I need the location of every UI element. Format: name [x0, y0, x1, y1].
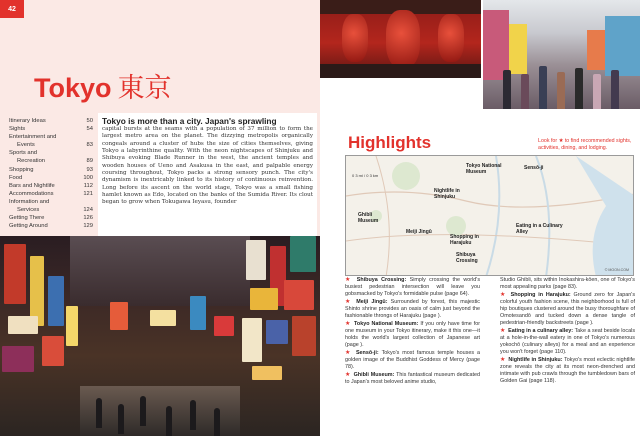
map-label-shibuya-crossing: Shibuya Crossing	[456, 252, 478, 264]
highlight-item	[500, 292, 635, 326]
map-label-meiji-jingu: Meiji Jingū	[406, 229, 432, 235]
intro-lead: Tokyo is more than a city. Japan's sprawling	[102, 116, 277, 126]
neon-street-photo	[0, 236, 320, 436]
contents-row	[9, 117, 93, 125]
map-label-ghibli-museum: Ghibli Museum	[358, 212, 379, 224]
neon-sign	[290, 236, 316, 272]
highlight-name: Tokyo National Museum:	[354, 321, 419, 328]
highlight-text: Tokyo's most eclectic nightlife zone reveals the city at its most neon-drenched and intimate with pub crawls through the tumbledown bars of Golden Gai (page 118).	[500, 357, 636, 384]
contents-label: Sports and	[9, 150, 38, 157]
highlight-item	[345, 321, 480, 348]
neon-sign	[4, 244, 26, 304]
map-label-culinary-alley: Eating in a Culinary Alley	[516, 223, 563, 235]
neon-sign	[2, 346, 34, 372]
contents-label: Getting Around	[9, 223, 48, 230]
neon-sign	[266, 320, 288, 344]
page-number: 42	[0, 0, 24, 18]
pedestrian	[575, 68, 583, 109]
neon-sign	[190, 296, 206, 330]
highlight-name: Nightlife in Shinjuku:	[508, 357, 563, 364]
contents-row	[9, 133, 93, 141]
highlights-column-2	[500, 277, 635, 386]
star-icon: ★	[345, 321, 354, 328]
highlights-heading: Highlights	[348, 133, 432, 152]
pedestrian	[539, 66, 547, 109]
map-label-nightlife-shinjuku: Nightlife in Shinjuku	[434, 188, 460, 200]
highlight-name: Shopping in Harajuku:	[510, 292, 571, 299]
star-icon: ★	[345, 372, 353, 379]
highlight-item	[500, 277, 635, 291]
storefront	[587, 30, 605, 70]
chapter-contents	[9, 117, 93, 230]
neon-sign	[150, 310, 176, 326]
highlight-item	[500, 357, 635, 384]
photo-sky	[70, 236, 250, 306]
neon-sign	[242, 318, 262, 362]
highlight-text: Take a seat beside locals at a hole-in-the-wall eatery in one of Tokyo's numerous yokochō (culinary alleys) for a meal and an experience you won't forget (page 110).	[500, 328, 636, 355]
contents-label: Accommodations	[9, 190, 54, 197]
highlight-item	[345, 372, 480, 386]
neon-sign	[8, 316, 38, 334]
highlight-name: Meiji Jingū:	[356, 299, 388, 306]
contents-row	[9, 182, 93, 190]
contents-row	[9, 166, 93, 174]
neon-sign	[110, 302, 128, 330]
highlight-name: Sensō-ji:	[355, 350, 379, 357]
pedestrian	[140, 396, 146, 426]
contents-page: 54	[86, 126, 93, 133]
pedestrian	[521, 74, 529, 109]
neon-sign	[66, 306, 78, 346]
contents-label: Entertainment and	[9, 134, 57, 141]
contents-label: Sights	[9, 126, 26, 133]
pedestrian	[166, 406, 172, 436]
contents-row	[9, 141, 93, 149]
map-copyright: © MOON.COM	[604, 268, 629, 272]
highlight-text: Surrounded by forest, this majestic Shinto shrine provides an oasis of calm just beyond the fashionable throngs of Harajuku (page ).	[345, 299, 481, 319]
page-title	[34, 66, 172, 105]
contents-row	[9, 174, 93, 182]
contents-row	[9, 214, 93, 222]
neon-sign	[42, 336, 64, 366]
contents-row	[9, 198, 93, 206]
highlight-item	[345, 350, 480, 371]
contents-page: 126	[83, 215, 93, 222]
highlights-note: Look for ★ to find recommended sights, activities, dining, and lodging.	[538, 138, 632, 151]
star-icon: ★	[500, 292, 510, 299]
star-icon: ★	[500, 357, 508, 364]
lantern	[342, 14, 368, 62]
highlight-item	[345, 299, 480, 320]
contents-row	[9, 206, 93, 214]
contents-row	[9, 190, 93, 198]
highlight-text: Ground zero for Japan's colorful youth fashion scene, this neighborhood is full of hip boutiques clustered around the busy thoroughfare of Omotesandō and tucked down a dense tangle of pedestrian-friendly backstreets (page ).	[500, 292, 636, 326]
right-page	[320, 0, 640, 436]
pedestrian	[118, 404, 124, 434]
neon-sign	[292, 316, 316, 356]
highlight-item	[500, 328, 635, 355]
highlight-name: Eating in a culinary alley:	[508, 328, 574, 335]
contents-page: 121	[83, 190, 93, 197]
highlights-column-1	[345, 277, 480, 388]
pedestrian	[190, 400, 196, 430]
highlight-text: This fantastical museum dedicated to Japan's most beloved anime studio,	[345, 372, 480, 386]
contents-label: Shopping	[9, 166, 34, 173]
neon-sign	[246, 240, 266, 280]
storefront	[605, 16, 640, 76]
contents-label: Itinerary Ideas	[9, 118, 46, 124]
neon-sign	[214, 316, 234, 336]
highlight-text: Studio Ghibli, sits within Inokashira-kōen, one of Tokyo's most appealing parks (page 83).	[500, 277, 635, 290]
lantern	[386, 10, 420, 68]
highlight-name: Ghibli Museum:	[353, 372, 395, 379]
contents-page: 129	[83, 223, 93, 230]
contents-row	[9, 125, 93, 133]
neon-sign	[250, 288, 278, 310]
highlight-text: Tokyo's most famous temple houses a golden image of the Buddhist Goddess of Mercy (page 78).	[345, 350, 481, 370]
temple-crowd	[320, 64, 481, 78]
highlights-map	[345, 155, 634, 276]
neon-sign	[252, 366, 282, 380]
title-kanji: 東京	[117, 73, 172, 104]
contents-label: Getting There	[9, 215, 45, 222]
contents-page: 112	[83, 182, 93, 189]
contents-page: 89	[86, 158, 93, 165]
contents-label: Food	[9, 174, 23, 181]
shopping-street-photo	[483, 0, 640, 109]
contents-label: Services	[17, 207, 40, 214]
contents-page: 124	[83, 207, 93, 214]
map-label-shopping-harajuku: Shopping in Harajuku	[450, 234, 479, 246]
star-icon: ★	[345, 277, 356, 283]
map-label-senso-ji: Sensō-ji	[524, 165, 544, 171]
star-icon: ★	[500, 328, 508, 335]
title-text: Tokyo	[34, 73, 112, 103]
highlight-name: Shibuya Crossing:	[356, 277, 407, 283]
highlight-item	[345, 277, 480, 298]
pedestrian	[557, 72, 565, 109]
pedestrian	[611, 70, 619, 109]
contents-label: Events	[17, 142, 35, 149]
star-icon: ★	[345, 299, 356, 306]
contents-row	[9, 222, 93, 230]
pedestrian	[593, 74, 601, 109]
storefront	[509, 24, 527, 74]
contents-page: 100	[83, 174, 93, 181]
neon-sign	[284, 280, 314, 310]
contents-label: Information and	[9, 198, 50, 205]
contents-page: 50	[86, 118, 93, 124]
highlight-text: If you only have time for one museum in your Tokyo itinerary, make it this one—it holds the world's largest collection of Japanese art (page ).	[345, 321, 480, 348]
star-icon: ★	[345, 350, 355, 357]
highlight-text: Simply crossing the world's busiest pedestrian intersection will leave you gobsmacked by Tokyo's formidable pulse (page 64).	[345, 277, 481, 297]
contents-label: Bars and Nightlife	[9, 182, 55, 189]
lantern	[438, 14, 464, 62]
contents-row	[9, 157, 93, 165]
contents-page: 93	[86, 166, 93, 173]
intro-body: capital bursts at the seams with a population of 37 million to form the largest metro area on the planet. The dizzying metropolis organically congeals around a cluster of hubs the size of cities themselves, giving Tokyo a labyrinthine quality. With the neon nightscapes of Shinjuku and Shibuya evoking Blade Runner in the west, the ancient temples and wooden houses of Ueno and Asakusa in the east, and palpable energy coursing throughout, Tokyo packs a strong sensory punch. The city's dynamism is inextricably linked to its history of continuous reinvention. Long before its ascent on the world stage, Tokyo was a small fishing hamlet known as Edo, located on the banks of the Sumida River. Its clout began to grow when Tokugawa Ieyasu, founder	[102, 126, 313, 206]
contents-page: 83	[86, 142, 93, 149]
pedestrian	[96, 398, 102, 428]
neon-sign	[48, 276, 64, 326]
contents-row	[9, 149, 93, 157]
contents-label: Recreation	[17, 158, 46, 165]
map-scale: 0 3 mi / 0 3 km	[352, 173, 379, 178]
pedestrian	[503, 70, 511, 109]
senso-ji-lantern-photo	[320, 0, 481, 78]
pedestrian	[214, 408, 220, 436]
map-label-tokyo-national-museum: Tokyo National Museum	[466, 163, 502, 175]
